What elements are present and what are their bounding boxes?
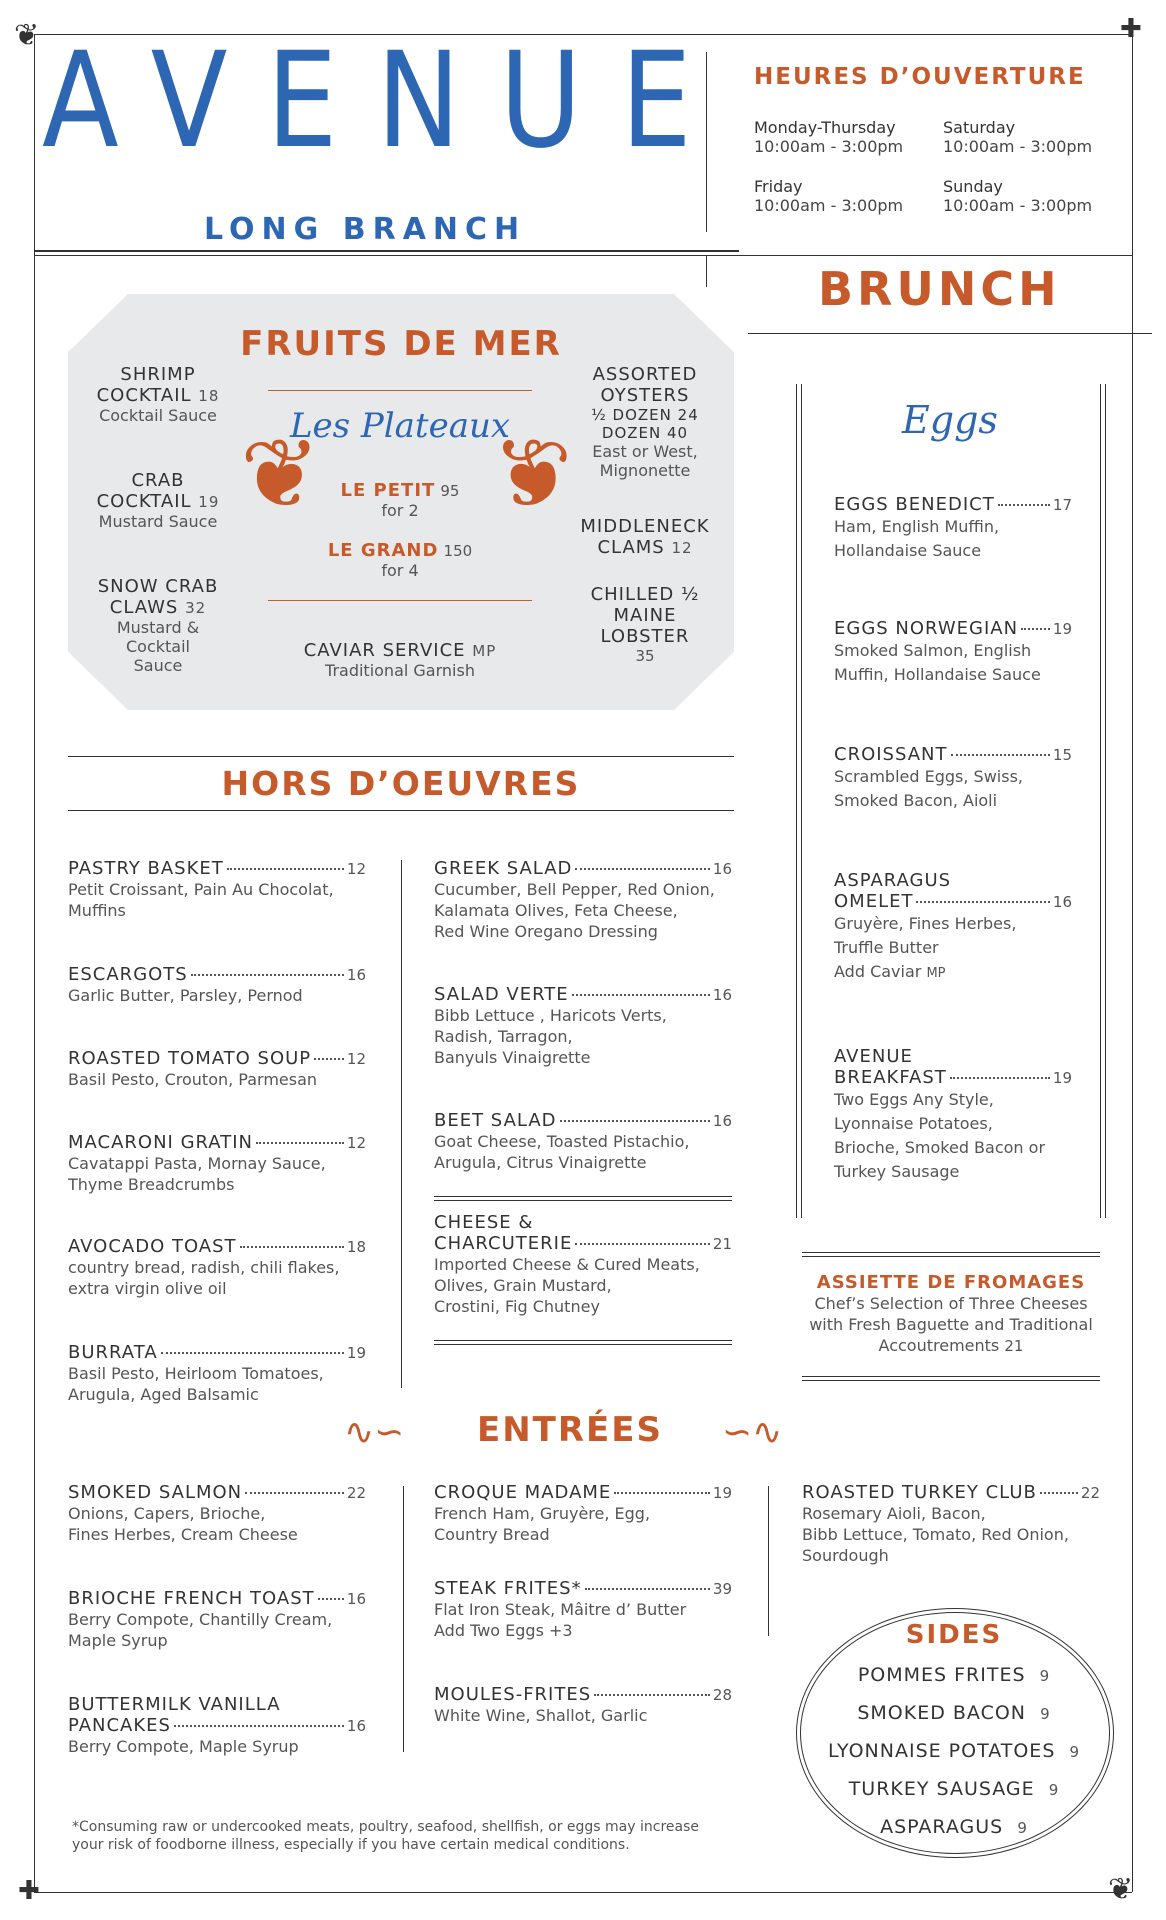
item-price: 18: [346, 1238, 366, 1256]
menu-item: [68, 1132, 366, 1195]
item-desc: Kalamata Olives, Feta Cheese,: [434, 901, 678, 920]
middleneck-clams: [562, 516, 728, 558]
hours-title: HEURES D’OUVERTURE: [754, 64, 1086, 90]
item-desc: Muffins: [68, 901, 126, 920]
item-desc: Accoutrements: [878, 1336, 1000, 1355]
item-name: MOULES-FRITES: [434, 1684, 592, 1705]
item-price: 19: [198, 493, 220, 511]
cheese-charcuterie: [434, 1212, 732, 1317]
item-desc: Country Bread: [434, 1525, 550, 1544]
menu-item: [68, 964, 366, 1006]
corner-ornament-icon: ✚: [18, 1876, 40, 1906]
hours-saturday: [943, 118, 1092, 156]
menu-item: [434, 1482, 732, 1545]
item-price: 9: [1069, 1743, 1081, 1761]
item-desc: Imported Cheese & Cured Meats,: [434, 1255, 700, 1274]
item-desc: Berry Compote, Chantilly Cream,: [68, 1610, 333, 1629]
hours-time: 10:00am - 3:00pm: [943, 137, 1093, 156]
item-desc: Rosemary Aioli, Bacon,: [802, 1504, 986, 1523]
brunch-line-bottom: [748, 333, 1152, 334]
menu-item: [68, 1694, 366, 1757]
item-name: ½ DOZEN: [591, 406, 672, 424]
item-desc: Goat Cheese, Toasted Pistachio,: [434, 1132, 690, 1151]
eggs-border-left-2: [801, 384, 802, 1218]
item-name: LOBSTER: [600, 626, 690, 647]
item-desc: with Fresh Baguette and Traditional: [809, 1315, 1093, 1334]
item-name: TURKEY SAUSAGE: [848, 1778, 1035, 1800]
fromages-title: ASSIETTE DE FROMAGES: [816, 1272, 1086, 1293]
item-addon: Add Caviar: [834, 962, 922, 981]
item-name: CLAWS: [109, 597, 179, 618]
item-desc: Flat Iron Steak, Mâitre d’ Butter: [434, 1600, 687, 1619]
item-price: 19: [1052, 1069, 1072, 1087]
hours-monday-thursday: [754, 118, 903, 156]
hours-day: Sunday: [943, 177, 1003, 196]
header-divider-thin: [34, 255, 739, 256]
header-divider: [34, 250, 739, 252]
item-desc: Crostini, Fig Chutney: [434, 1297, 600, 1316]
item-price: 12: [346, 1050, 366, 1068]
item-desc: Petit Croissant, Pain Au Chocolat,: [68, 880, 334, 899]
item-price: 9: [1017, 1819, 1028, 1837]
item-price: 95: [440, 482, 460, 500]
item-desc: Basil Pesto, Heirloom Tomatoes,: [68, 1364, 324, 1383]
item-name: OMELET: [834, 891, 914, 912]
list-item: [796, 1740, 1112, 1778]
brunch-line-left: [706, 255, 707, 287]
eggs-script-title: Eggs: [902, 398, 998, 442]
item-price: 12: [346, 860, 366, 878]
hours-sunday: [943, 177, 1092, 215]
item-price: 16: [346, 1590, 366, 1608]
item-desc: country bread, radish, chili flakes,: [68, 1258, 340, 1277]
item-name: AVOCADO TOAST: [68, 1236, 237, 1257]
fruits-de-mer-title: FRUITS DE MER: [240, 324, 562, 364]
menu-item: [434, 1684, 732, 1726]
item-name: MAINE: [613, 605, 677, 626]
item-desc: French Ham, Gruyère, Egg,: [434, 1504, 651, 1523]
cheese-rule-top: [434, 1196, 732, 1197]
item-desc: Ham, English Muffin,: [834, 517, 1000, 536]
cheese-rule-bottom: [434, 1340, 732, 1341]
menu-item: [834, 744, 1072, 813]
item-name: CROQUE MADAME: [434, 1482, 612, 1503]
fromages-block: [796, 1272, 1106, 1357]
sides-title: SIDES: [905, 1620, 1003, 1650]
item-price: 12: [671, 539, 693, 557]
hours-day: Friday: [754, 177, 803, 196]
menu-item: [434, 1110, 732, 1173]
item-name: CRAB: [131, 470, 185, 491]
item-price: 40: [667, 424, 689, 442]
menu-item: [834, 1046, 1072, 1184]
flourish-left-icon: ❦: [240, 418, 321, 530]
menu-item: [834, 618, 1072, 687]
list-item: [796, 1702, 1112, 1740]
entrees-divider-2: [768, 1486, 769, 1636]
item-desc: Onions, Capers, Brioche,: [68, 1504, 266, 1523]
item-desc: Gruyère, Fines Herbes,: [834, 914, 1017, 933]
item-name: LE PETIT: [340, 480, 436, 501]
item-name: CHARCUTERIE: [434, 1233, 573, 1254]
frame-left: [34, 34, 35, 1892]
item-price: 35: [635, 647, 655, 665]
item-price: 18: [198, 387, 220, 405]
plateaux-rule-bottom: [268, 600, 532, 601]
item-price: 16: [1052, 893, 1072, 911]
item-desc: Truffle Butter: [834, 938, 939, 957]
item-desc: Mignonette: [599, 461, 691, 480]
item-price: 16: [712, 860, 732, 878]
item-desc: Brioche, Smoked Bacon or: [834, 1138, 1046, 1157]
item-name: BRIOCHE FRENCH TOAST: [68, 1588, 315, 1609]
flourish-left-icon: ∿∽: [344, 1412, 405, 1453]
item-name: SALAD VERTE: [434, 984, 569, 1005]
fromages-rule-top-2: [802, 1256, 1100, 1257]
item-desc: Berry Compote, Maple Syrup: [68, 1737, 299, 1756]
item-name: SMOKED SALMON: [68, 1482, 243, 1503]
plateaux-rule-top: [268, 390, 532, 391]
item-name: COCKTAIL: [96, 491, 192, 512]
item-price: 17: [1052, 496, 1072, 514]
entrees-divider-1: [403, 1486, 404, 1752]
item-desc: Cucumber, Bell Pepper, Red Onion,: [434, 880, 715, 899]
eggs-border-right: [1100, 384, 1101, 1218]
location-title: LONG BRANCH: [204, 212, 527, 247]
item-name: MACARONI GRATIN: [68, 1132, 253, 1153]
item-price: 150: [443, 542, 473, 560]
item-desc: Cavatappi Pasta, Mornay Sauce,: [68, 1154, 326, 1173]
menu-item: [434, 984, 732, 1068]
item-name: BREAKFAST: [834, 1067, 947, 1088]
footer-disclaimer: [72, 1818, 772, 1854]
menu-item: [68, 858, 366, 921]
item-desc: Sauce: [133, 656, 183, 675]
item-price: 19: [712, 1484, 732, 1502]
crab-cocktail: [78, 470, 238, 531]
menu-item: [68, 1342, 366, 1405]
item-desc: Smoked Bacon, Aioli: [834, 791, 998, 810]
item-name: LYONNAISE POTATOES: [827, 1740, 1056, 1762]
item-desc: extra virgin olive oil: [68, 1279, 227, 1298]
item-desc: Cocktail: [126, 637, 190, 656]
item-name: MIDDLENECK: [580, 516, 710, 537]
item-desc: Fines Herbes, Cream Cheese: [68, 1525, 298, 1544]
item-desc: Lyonnaise Potatoes,: [834, 1114, 993, 1133]
item-name: AVENUE: [834, 1046, 913, 1067]
item-name: ESCARGOTS: [68, 964, 188, 985]
flourish-right-icon: ❦: [492, 418, 573, 530]
corner-ornament-icon: ✚: [1120, 14, 1142, 44]
menu-item: [834, 870, 1072, 986]
item-desc: Basil Pesto, Crouton, Parmesan: [68, 1070, 318, 1089]
item-price: MP: [926, 966, 946, 981]
item-desc: Two Eggs Any Style,: [834, 1090, 994, 1109]
item-name: SMOKED BACON: [857, 1702, 1027, 1724]
item-price: MP: [472, 642, 497, 660]
le-grand: [300, 540, 500, 580]
brunch-line-top: [706, 255, 1132, 256]
snow-crab-claws: [78, 576, 238, 675]
item-name: CHEESE &: [434, 1212, 534, 1233]
item-desc: Mustard Sauce: [98, 512, 218, 531]
item-name: PANCAKES: [68, 1715, 171, 1736]
item-price: 16: [346, 966, 366, 984]
logo: AVENUE: [42, 24, 731, 178]
item-desc: Turkey Sausage: [834, 1162, 960, 1181]
item-price: 19: [1052, 620, 1072, 638]
item-desc: White Wine, Shallot, Garlic: [434, 1706, 648, 1725]
hours-time: 10:00am - 3:00pm: [943, 196, 1093, 215]
item-desc: Sourdough: [802, 1546, 889, 1565]
item-price: 16: [346, 1717, 366, 1735]
item-price: 16: [712, 986, 732, 1004]
item-desc: Smoked Salmon, English: [834, 641, 1032, 660]
item-price: 9: [1040, 1705, 1051, 1723]
item-name: CROISSANT: [834, 744, 948, 765]
list-item: [796, 1816, 1112, 1854]
plateaux-script-title: Les Plateaux: [289, 406, 511, 446]
item-desc: Garlic Butter, Parsley, Pernod: [68, 986, 303, 1005]
item-name: ROASTED TOMATO SOUP: [68, 1048, 312, 1069]
shrimp-cocktail: [78, 364, 238, 425]
item-price: 19: [346, 1344, 366, 1362]
item-name: LE GRAND: [327, 540, 439, 561]
item-desc: Thyme Breadcrumbs: [68, 1175, 235, 1194]
le-petit: [300, 480, 500, 520]
item-name: ASSORTED: [592, 364, 698, 385]
item-desc: Scrambled Eggs, Swiss,: [834, 767, 1023, 786]
item-desc: Add Two Eggs +3: [434, 1621, 573, 1640]
item-desc: Hollandaise Sauce: [834, 541, 982, 560]
list-item: [796, 1778, 1112, 1816]
item-name: CAVIAR SERVICE: [303, 640, 466, 661]
item-name: SNOW CRAB: [97, 576, 219, 597]
item-desc: Maple Syrup: [68, 1631, 168, 1650]
item-name: OYSTERS: [600, 385, 690, 406]
item-price: 15: [1052, 746, 1072, 764]
item-desc: Olives, Grain Mustard,: [434, 1276, 612, 1295]
menu-item: [68, 1482, 366, 1545]
menu-item: [434, 1578, 732, 1641]
item-price: 9: [1039, 1667, 1051, 1685]
item-desc: for 4: [381, 561, 419, 580]
item-price: 12: [346, 1134, 366, 1152]
item-desc: Bibb Lettuce , Haricots Verts,: [434, 1006, 667, 1025]
item-price: 32: [185, 599, 207, 617]
item-price: 24: [677, 406, 699, 424]
item-desc: Bibb Lettuce, Tomato, Red Onion,: [802, 1525, 1069, 1544]
menu-item: [68, 1048, 366, 1090]
item-name: BEET SALAD: [434, 1110, 557, 1131]
item-name: GREEK SALAD: [434, 858, 573, 879]
item-name: SHRIMP: [120, 364, 196, 385]
item-name: ROASTED TURKEY CLUB: [802, 1482, 1037, 1503]
item-desc: Cocktail Sauce: [99, 406, 217, 425]
item-name: ASPARAGUS: [834, 870, 952, 891]
menu-item: [834, 494, 1072, 563]
item-name: BURRATA: [68, 1342, 158, 1363]
sides-list: [796, 1664, 1112, 1854]
item-name: BUTTERMILK VANILLA: [68, 1694, 281, 1715]
flourish-right-icon: ∽∿: [722, 1412, 783, 1453]
item-price: 28: [712, 1686, 732, 1704]
corner-ornament-icon: ❦: [14, 18, 40, 53]
item-desc: Muffin, Hollandaise Sauce: [834, 665, 1041, 684]
cheese-rule-top-2: [434, 1200, 732, 1201]
item-desc: Arugula, Citrus Vinaigrette: [434, 1153, 647, 1172]
menu-item: [68, 1236, 366, 1299]
hors-column-divider: [401, 860, 402, 1388]
item-desc: Chef’s Selection of Three Cheeses: [814, 1294, 1088, 1313]
menu-item: [68, 1588, 366, 1651]
cheese-rule-bottom-2: [434, 1344, 732, 1345]
item-name: CLAMS: [597, 537, 665, 558]
hours-time: 10:00am - 3:00pm: [754, 137, 904, 156]
item-price: 21: [712, 1235, 732, 1253]
item-desc: Red Wine Oregano Dressing: [434, 922, 658, 941]
hours-day: Monday-Thursday: [754, 118, 896, 137]
item-name: STEAK FRITES*: [434, 1578, 582, 1599]
item-name: DOZEN: [601, 424, 662, 442]
list-item: [796, 1664, 1112, 1702]
chilled-lobster: [562, 584, 728, 665]
item-desc: Mustard &: [116, 618, 200, 637]
fromages-rule-top: [802, 1252, 1100, 1253]
item-name: ASPARAGUS: [880, 1816, 1004, 1838]
item-desc: East or West,: [592, 442, 698, 461]
item-price: 22: [346, 1484, 366, 1502]
fromages-rule-bottom: [802, 1376, 1100, 1377]
hors-title: HORS D’OEUVRES: [221, 764, 581, 803]
item-price: 22: [1080, 1484, 1100, 1502]
eggs-border-left: [796, 384, 797, 1218]
hours-day: Saturday: [943, 118, 1016, 137]
item-desc: Arugula, Aged Balsamic: [68, 1385, 259, 1404]
item-name: POMMES FRITES: [857, 1664, 1026, 1686]
item-price: 21: [1004, 1337, 1024, 1355]
item-price: 9: [1048, 1781, 1060, 1799]
item-desc: Banyuls Vinaigrette: [434, 1048, 591, 1067]
disclaimer-line: *Consuming raw or undercooked meats, poultry, seafood, shellfish, or eggs may increase: [72, 1819, 700, 1835]
item-desc: for 2: [381, 501, 419, 520]
menu-item: [802, 1482, 1100, 1566]
item-price: 16: [712, 1112, 732, 1130]
entrees-title: ENTRÉES: [477, 1410, 663, 1450]
item-desc: Radish, Tarragon,: [434, 1027, 573, 1046]
hours-friday: [754, 177, 903, 215]
item-name: EGGS BENEDICT: [834, 494, 995, 515]
menu-item: [434, 858, 732, 942]
hors-rule-bottom: [68, 810, 734, 811]
eggs-border-right-2: [1105, 384, 1106, 1218]
item-name: PASTRY BASKET: [68, 858, 224, 879]
assorted-oysters: [562, 364, 728, 480]
item-name: EGGS NORWEGIAN: [834, 618, 1019, 639]
frame-bottom: [34, 1892, 1132, 1893]
item-price: 39: [712, 1580, 732, 1598]
item-name: COCKTAIL: [96, 385, 192, 406]
hors-rule-top: [68, 756, 734, 757]
frame-right: [1132, 34, 1133, 1892]
hours-time: 10:00am - 3:00pm: [754, 196, 904, 215]
item-desc: Traditional Garnish: [325, 661, 475, 680]
fromages-rule-bottom-2: [802, 1380, 1100, 1381]
item-name: CHILLED ½: [590, 584, 700, 605]
disclaimer-line: your risk of foodborne illness, especially if you have certain medical conditions.: [72, 1837, 630, 1853]
corner-ornament-icon: ❦: [1108, 1872, 1134, 1907]
brunch-title: BRUNCH: [818, 262, 1061, 316]
caviar-service: [270, 640, 530, 680]
